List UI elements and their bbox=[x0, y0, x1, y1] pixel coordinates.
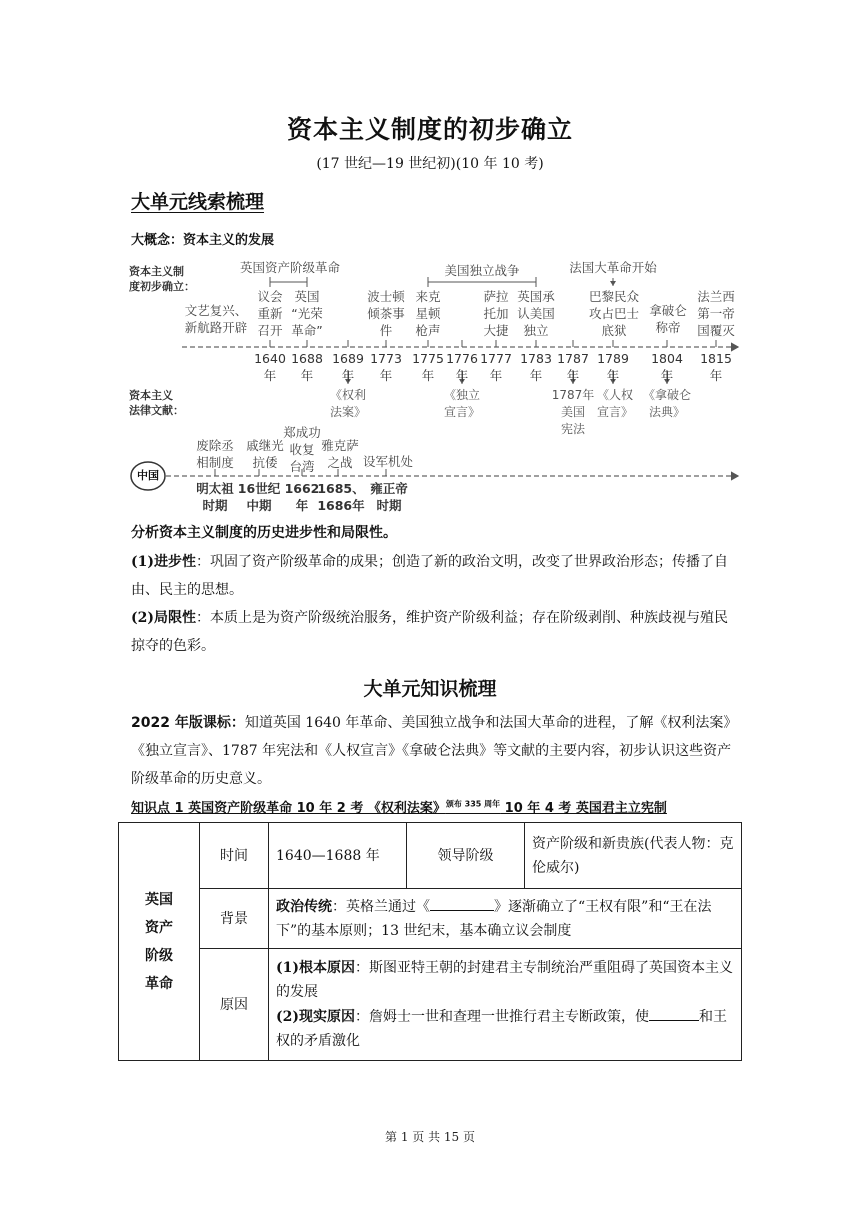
event-empire-fall: 法兰西 第一帝 国覆灭 bbox=[697, 289, 735, 338]
doc-bill-of-rights: 《权利 法案》 bbox=[329, 388, 366, 419]
china-event-chancellor: 废除丞 相制度 bbox=[196, 438, 234, 470]
kp-text-b: 10 年 4 考 英国君主立宪制 bbox=[500, 801, 667, 816]
cause-label: 原因 bbox=[200, 949, 269, 1061]
row-label-law: 资本主义 法律文献： bbox=[129, 389, 184, 417]
table-row-head: 英国 资产 阶级 革命 bbox=[119, 823, 200, 1061]
knowledge-table bbox=[118, 822, 742, 1061]
bg-bold: 政治传统 bbox=[276, 899, 332, 915]
timeline-diagram bbox=[0, 0, 860, 520]
event-independence-recognized: 英国承 认美国 独立 bbox=[517, 289, 555, 338]
bracket-label-1: 英国资产阶级革命 bbox=[239, 260, 340, 275]
china-period-1: 明太祖 时期 bbox=[196, 481, 234, 513]
timeline-lines bbox=[0, 0, 860, 520]
event-saratoga: 萨拉 托加 大捷 bbox=[483, 289, 509, 338]
big-concept: 大概念：资本主义的发展 bbox=[131, 233, 275, 248]
doc-declaration-independence: 《独立 宣言》 bbox=[443, 388, 480, 419]
cause1-bold: (1)根本原因 bbox=[276, 960, 355, 976]
china-event-qi-jiguang: 戚继光 抗倭 bbox=[246, 438, 284, 470]
page-subtitle: (17 世纪—19 世纪初)(10 年 10 考) bbox=[316, 156, 544, 172]
analysis-heading: 分析资本主义制度的历史进步性和局限性。 bbox=[131, 525, 397, 541]
row-label-system: 资本主义制 度初步确立： bbox=[129, 265, 195, 293]
event-boston-tea: 波士顿 倾茶事 件 bbox=[367, 289, 405, 338]
curriculum-label: 2022 年版课标： bbox=[131, 715, 245, 731]
cause-cell bbox=[269, 949, 742, 1061]
event-parliament: 议会 重新 召开 bbox=[257, 289, 283, 338]
limitations-label: (2)局限性 bbox=[131, 610, 196, 626]
china-event-taiwan: 郑成功 收复 台湾 bbox=[283, 425, 321, 474]
background-cell bbox=[269, 889, 742, 949]
doc-rights-of-man: 《人权 宣言》 bbox=[596, 388, 633, 419]
china-event-grand-council: 设军机处 bbox=[362, 454, 413, 469]
progressiveness-label: (1)进步性 bbox=[131, 554, 196, 570]
year-1789: 1789 年 bbox=[597, 351, 629, 383]
page-footer: 第 1 页 共 15 页 bbox=[385, 1130, 475, 1144]
year-1787: 1787 年 bbox=[557, 351, 589, 383]
limitations-paragraph bbox=[131, 604, 733, 660]
year-1775: 1775 年 bbox=[412, 351, 444, 383]
year-1776: 1776 年 bbox=[446, 351, 478, 383]
page-title: 资本主义制度的初步确立 bbox=[286, 115, 573, 144]
doc-1787-constitution: 1787年 美国 宪法 bbox=[551, 388, 595, 436]
china-label: 中国 bbox=[137, 469, 159, 482]
bracket-label-2: 美国独立战争 bbox=[444, 263, 520, 278]
cause2-bold: (2)现实原因 bbox=[276, 1009, 355, 1025]
bg-text-b: 》逐渐确立了“王权有限”和“王在法下”的基本原则；13 世纪末，基本确立议会制度 bbox=[276, 899, 712, 939]
bg-blank[interactable] bbox=[430, 894, 494, 911]
china-period-4: 1685、 1686年 bbox=[317, 481, 365, 513]
progressiveness-text: ：巩固了资产阶级革命的成果；创造了新的政治文明，改变了世界政治形态；传播了自由、民主的思想。 bbox=[131, 554, 728, 598]
knowledge-point-heading bbox=[131, 797, 667, 816]
time-label: 时间 bbox=[200, 823, 269, 889]
cause-1 bbox=[276, 956, 734, 1004]
china-period-3: 1662 年 bbox=[284, 481, 320, 513]
event-bastille: 巴黎民众 攻占巴士 底狱 bbox=[588, 289, 639, 338]
cause-2 bbox=[276, 1004, 734, 1053]
bg-text-a: ：英格兰通过《 bbox=[332, 899, 430, 915]
year-1689: 1689 年 bbox=[332, 351, 364, 383]
china-event-yaksa: 雅克萨 之战 bbox=[321, 438, 359, 470]
year-1773: 1773 年 bbox=[370, 351, 402, 383]
event-napoleon-emperor: 拿破仑 称帝 bbox=[649, 303, 687, 335]
china-period-2: 16世纪 中期 bbox=[237, 481, 281, 513]
cause2-text-b: 和王权的矛盾激化 bbox=[276, 1009, 727, 1049]
section-heading-knowledge: 大单元知识梳理 bbox=[363, 678, 497, 700]
year-1777: 1777 年 bbox=[480, 351, 512, 383]
cause2-text-a: ：詹姆士一世和查理一世推行君主专断政策，使 bbox=[355, 1009, 649, 1025]
kp-superscript: 颁布 335 周年 bbox=[445, 799, 501, 809]
year-1688: 1688 年 bbox=[291, 351, 323, 383]
leader-label: 领导阶级 bbox=[407, 823, 525, 889]
year-1783: 1783 年 bbox=[520, 351, 552, 383]
section-heading-clues: 大单元线索梳理 bbox=[131, 191, 265, 213]
cause-blank[interactable] bbox=[649, 1004, 699, 1021]
china-period-5: 雍正帝 时期 bbox=[370, 481, 408, 513]
doc-napoleonic-code: 《拿破仑 法典》 bbox=[642, 388, 691, 419]
progressiveness-paragraph bbox=[131, 548, 733, 604]
year-1804: 1804 年 bbox=[651, 351, 683, 383]
event-glorious-revolution: 英国 “光荣 革命” bbox=[291, 289, 323, 338]
cause1-text: ：斯图亚特王朝的封建君主专制统治严重阻碍了英国资本主义的发展 bbox=[276, 960, 733, 1000]
leader-value: 资产阶级和新贵族(代表人物：克伦威尔) bbox=[525, 823, 742, 889]
bracket-label-3: 法国大革命开始 bbox=[569, 260, 657, 275]
limitations-text: ：本质上是为资产阶级统治服务，维护资产阶级利益；存在阶级剥削、种族歧视与殖民掠夺的色彩。 bbox=[131, 610, 728, 654]
year-1815: 1815 年 bbox=[700, 351, 732, 383]
time-value: 1640—1688 年 bbox=[269, 823, 407, 889]
background-label: 背景 bbox=[200, 889, 269, 949]
event-renaissance: 文艺复兴、 新航路开辟 bbox=[184, 303, 248, 335]
year-1640: 1640 年 bbox=[254, 351, 286, 383]
curriculum-text: 知道英国 1640 年革命、美国独立战争和法国大革命的进程，了解《权利法案》《独立宣言》、1787 年宪法和《人权宣言》《拿破仑法典》等文献的主要内容，初步认识这些资产阶级革命的历史意义。 bbox=[131, 715, 732, 787]
kp-text-a: 知识点 1 英国资产阶级革命 10 年 2 考 《权利法案》 bbox=[131, 801, 446, 816]
curriculum-paragraph bbox=[131, 709, 733, 793]
event-lexington: 来克 星顿 枪声 bbox=[415, 289, 441, 338]
